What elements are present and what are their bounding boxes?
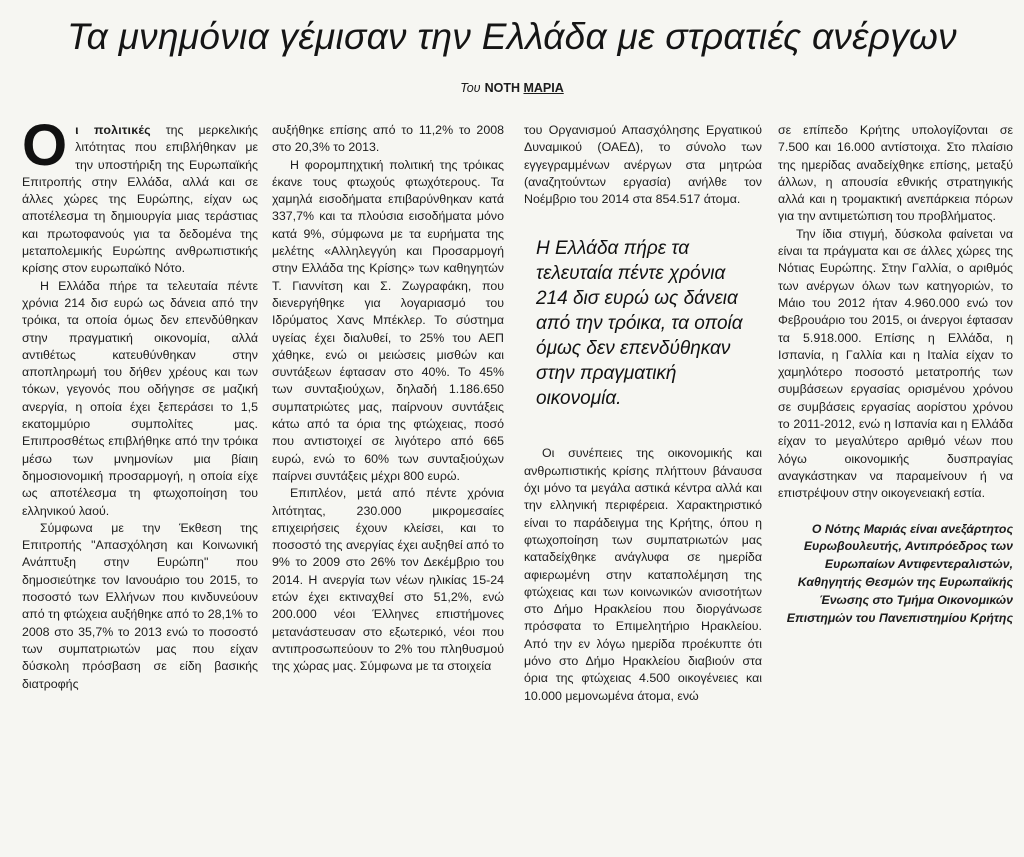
byline-first-name: ΝΟΤΗ bbox=[484, 81, 520, 95]
drop-cap: Ο bbox=[22, 113, 68, 178]
paragraph: Επιπλέον, μετά από πέντε χρόνια λιτότητας, 230.000 μικρομεσαίες επιχειρήσεις έχουν κλείσει, και το ποσοστό της ανεργίας έχει αυξηθεί από το 9% το 2009 στο 26% τον Δεκέμβριο του 2014. Η ανεργία των νέων ηλικίας 15-24 ετών έχει εκτιναχθεί στο 51,2%, ενώ 200.000 νέοι Έλληνες επιστήμονες μετανάστευσαν στο εξωτερικό, νέοι που αντιπροσωπεύουν το 2% του πληθυσμού της χώρας μας. Σύμφωνα με τα στοιχεία bbox=[272, 486, 504, 674]
paragraph: σε επίπεδο Κρήτης υπολογίζονται σε 7.500 και 16.000 αντίστοιχα. Στο πλαίσιο της ημερίδας αναδείχθηκε επίσης, μεταξύ άλλων, η απουσία εθνικής στρατηγικής αλλά και η τρομακτική ανεπάρκεια πόρων για την αντιμετώπιση του προβλήματος. bbox=[778, 123, 1013, 224]
paragraph: αυξήθηκε επίσης από το 11,2% το 2008 στο 20,3% το 2013. bbox=[272, 123, 504, 155]
author-bio: Ο Νότης Μαριάς είναι ανεξάρτητος Ευρωβουλευτής, Αντιπρόεδρος των Ευρωπαίων Αντιφεντεραλιστών, Καθηγητής Θεσμών της Ευρωπαϊκής Ένωσης στο Τμήμα Οικονομικών Επιστημών του Πανεπιστημίου Κρήτης bbox=[786, 521, 1013, 625]
byline bbox=[0, 81, 1024, 95]
paragraph: Σύμφωνα με την Έκθεση της Επιτροπής "Απασχόληση και Κοινωνική Ανάπτυξη στην Ευρώπη" που δημοσιεύτηκε τον Ιανουάριο του 2015, το ποσοστό των Ελλήνων που κινδυνεύουν από τη φτώχεια αυξήθηκε από το 28,1% το 2008 στο 35,7% το 2013 ενώ το ποσοστό των συμπατριωτών μας που είχαν δύσκολη πρόσβαση σε είδη βασικής διατροφής bbox=[22, 520, 258, 691]
paragraph: του Οργανισμού Απασχόλησης Εργατικού Δυναμικού (ΟΑΕΔ), το σύνολο των εγγεγραμμένων ανέργων στα μητρώα (αναζητούντων εργασία) ανήλθε τον Νοέμβριο του 2014 στα 854.517 άτομα. bbox=[524, 123, 762, 207]
column-2 bbox=[272, 122, 504, 676]
paragraph: Η Ελλάδα πήρε τα τελευταία πέντε χρόνια 214 δισ ευρώ ως δάνεια από την τρόικα, τα οποία όμως δεν επενδύθηκαν στην πραγματική οικονομία, αλλά αντιθέτως κατευθύνθηκαν στην αποπληρωμή του δήθεν χρέους και των τόκων, γεγονός που οδήγησε σε μαζική ανεργία, η οποία έχει ξεπεράσει το 1,5 εκατομμύριο συμπολίτες μας. Επιπροσθέτως επιβλήθηκε από την τρόικα μέσω των μνημονίων μια βίαιη δημοσιονομική προσαρμογή, η οποία είχε ως αποτέλεσμα τη φτωχοποίηση του ελληνικού λαού. bbox=[22, 278, 258, 518]
column-1 bbox=[22, 113, 258, 693]
article-headline: Τα μνημόνια γέμισαν την Ελλάδα με στρατιές ανέργων bbox=[67, 16, 957, 57]
column-3 bbox=[524, 122, 762, 705]
lead-word: ι πολιτικές bbox=[75, 123, 151, 137]
byline-surname: ΜΑΡΙΑ bbox=[523, 81, 564, 95]
lead-text: της μερκελικής λιτότητας που επιβλήθηκαν με την υποστήριξη της Ευρωπαϊκής Επιτροπής στην Ελλάδα, αλλά και σε άλλες χώρες της Ευρώπης, είχαν ως αποτέλεσμα τη δημιουργία μιας τεράστιας και πρωτοφανούς για τα δεδομένα της μεταπολεμικής Ευρώπης ανθρωπιστικής κρίσης στον ευρωπαϊκό Νότο. bbox=[22, 123, 258, 276]
column-4 bbox=[778, 122, 1013, 627]
lead-paragraph bbox=[22, 113, 258, 278]
byline-author bbox=[485, 81, 564, 95]
paragraph: Την ίδια στιγμή, δύσκολα φαίνεται να είναι τα πράγματα και σε άλλες χώρες της Νότιας Ευρώπης. Στην Γαλλία, ο αριθμός των ανέργων όλων των κατηγοριών, το Μάιο του 2012 ήταν 4.960.000 ενώ τον Φεβρουάριο του 2015, οι άνεργοι έφτασαν τα 5.918.000. Επίσης η Ελλάδα, η Ισπανία, η Γαλλία και η Ιταλία είχαν το χαμηλότερο ποσοστό μετατροπής των συμβάσεων εργασίας ορισμένου χρόνου σε συμβάσεις εργασίας αορίστου χρόνου το 2011-2012, ενώ η Ισπανία και η Ελλάδα είχαν το μεγαλύτερο αριθμό νέων που λόγω οικονομικής δυσπραγίας αναγκάστηκαν να παραμείνουν ή να επιστρέψουν στην οικογενειακή εστία. bbox=[778, 226, 1013, 501]
paragraph: Η φορομπηχτική πολιτική της τρόικας έκανε τους φτωχούς φτωχότερους. Τα χαμηλά εισοδήματα επιβαρύνθηκαν κατά 337,7% και τα πλούσια εισοδήματα μόνο κατά 9%, σύμφωνα με τα ευρήματα της μελέτης «Αλληλεγγύη και Προσαρμογή στην Ελλάδα της Κρίσης» των καθηγητών Τ. Γιαννίτση και Σ. Ζωγραφάκη, που διενεργήθηκε για λογαριασμό του Ιδρύματος Χανς Μπέκλερ. Το σύστημα υγείας έχει διαλυθεί, το 25% του ΑΕΠ χάθηκε, ενώ οι μειώσεις μισθών και συντάξεων έφτασαν στο 40%. Το 45% των συνταξιούχων, δηλαδή 1.186.650 συμπατριώτες μας, παίρνουν συντάξεις κάτω από τα όρια της φτώχειας, ποσό που αντιστοιχεί σε λιγότερο από 665 ευρώ, ενώ το 60% των συνταξιούχων παίρνει συντάξεις μέχρι 800 ευρώ. bbox=[272, 157, 504, 483]
pull-quote: Η Ελλάδα πήρε τα τελευταία πέντε χρόνια 214 δισ ευρώ ως δάνεια από την τρόικα, τα οποία όμως δεν επενδύθηκαν στην πραγματική οικονομία. bbox=[536, 238, 743, 410]
paragraph: Οι συνέπειες της οικονομικής και ανθρωπιστικής κρίσης πλήττουν βάναυσα όχι μόνο τα μεγάλα αστικά κέντρα αλλά και την ελληνική περιφέρεια. Χαρακτηριστικό είναι το παράδειγμα της Κρήτης, όπου η φτωχοποίηση των συμπατριωτών μας καταδείχθηκε ανάγλυφα σε ημερίδα αφιερωμένη στην καταπολέμηση της φτώχειας και των κοινωνικών ανισοτήτων στο Δήμο Ηρακλείου που διοργάνωσε πρόσφατα το Επιμελητήριο Ηρακλείου. Από την εν λόγω ημερίδα προέκυπτε ότι μόνο στο Δήμο Ηρακλείου διαβιούν στα όρια της φτώχειας 4.500 οικογένειες και 10.000 μεμονωμένα άτομα, ενώ bbox=[524, 446, 762, 703]
byline-prefix: Του bbox=[460, 81, 481, 95]
